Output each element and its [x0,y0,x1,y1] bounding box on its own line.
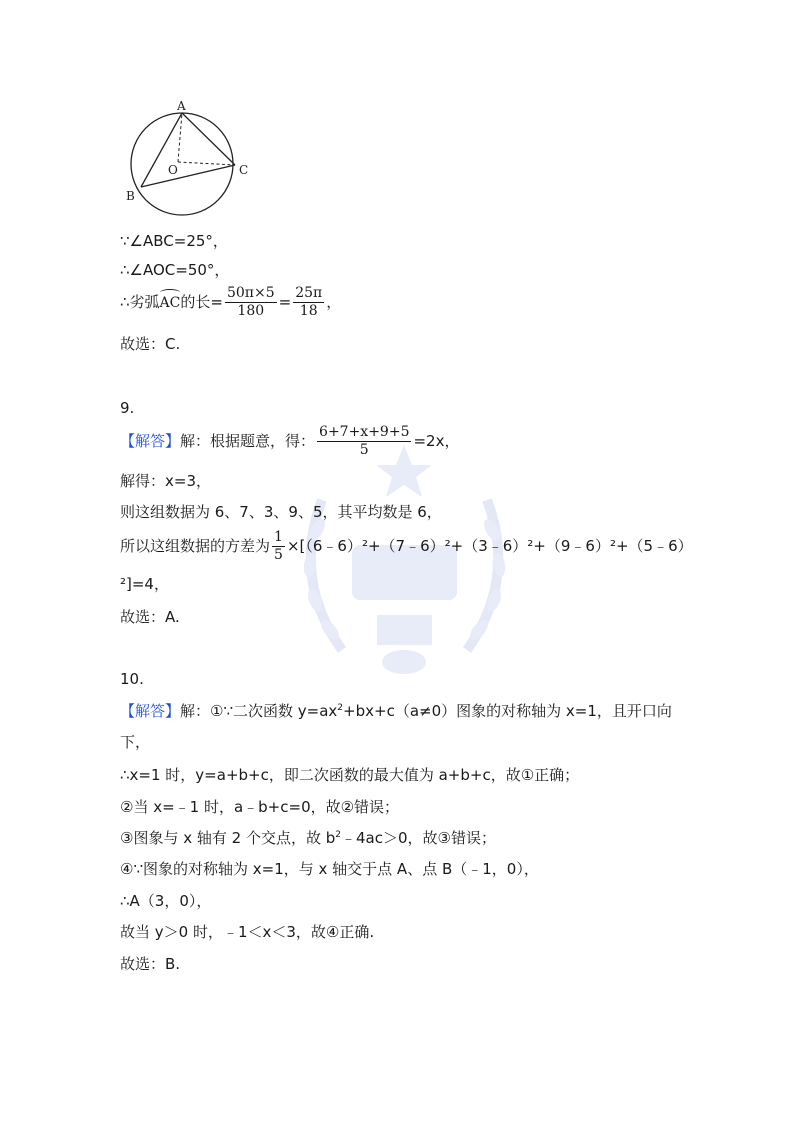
fraction-numerator: 50π×5 [226,285,275,301]
q8-arc-mid: 的长= [180,293,223,311]
superscript: 2 [335,830,341,840]
fraction-denominator: 5 [274,547,283,563]
q10-line-5 [120,827,496,849]
q9-variance-expr: ×[（6﹣6）²+（7﹣6）²+（3﹣6）²+（9﹣6）²+（5﹣6） [286,537,693,555]
q10-line-1b: +bx+c（a≠0）图象的对称轴为 x=1，且开口向 [343,702,672,720]
q9-intro: 解：根据题意，得： [180,432,316,450]
q8-line-1: ∵∠ABC=25°， [120,232,228,250]
q8-line-3 [120,285,341,320]
q10-line-1 [120,700,672,722]
fraction-one-fifth [272,529,285,564]
q8-line-end: ， [326,293,342,311]
arc-ac: AC [160,292,181,314]
q8-answer: 故选：C. [120,335,181,353]
q10-line-1a: 解：①∵二次函数 y=ax [180,702,338,720]
equals-sign: = [278,293,292,311]
q9-line-1 [120,424,459,459]
label-a: A [177,99,186,113]
circle-diagram [118,96,268,218]
q10-line-5b: ﹣4ac＞0，故③错误； [340,829,496,847]
q8-arc-prefix: ∴劣弧 [120,293,160,311]
label-o: O [168,163,178,177]
q9-variance-prefix: 所以这组数据的方差为 [120,537,271,555]
q8-line-2: ∴∠AOC=50°， [120,261,230,279]
fraction-numerator: 1 [274,529,283,545]
label-c: C [239,163,249,177]
q10-line-8: 故当 y＞0 时，﹣1＜x＜3，故④正确. [120,923,375,941]
fraction-numerator: 6+7+x+9+5 [319,424,410,440]
superscript: 2 [337,703,344,713]
label-b: B [126,189,135,203]
q10-line-3: ∴x=1 时，y=a+b+c，即二次函数的最大值为 a+b+c，故①正确； [120,766,580,784]
q10-number: 10. [120,670,144,688]
fraction-mean [317,424,411,459]
fraction-denominator: 18 [299,303,318,319]
q10-line-2: 下， [120,733,151,751]
q9-line-4 [120,529,693,564]
q10-answer: 故选：B. [120,955,181,973]
q10-line-5a: ③图象与 x 轴有 2 个交点，故 b [120,829,336,847]
q9-line-3: 则这组数据为 6、7、3、9、5，其平均数是 6， [120,503,442,521]
q9-line-2: 解得：x=3， [120,472,211,490]
segment-bc [141,165,235,187]
q10-line-7: ∴A（3，0）， [120,892,212,910]
q9-line-5: ²]=4， [120,575,169,593]
q9-eq-end: =2x， [413,432,460,450]
q9-number: 9. [120,399,135,417]
fraction-result [293,285,324,320]
answer-tag: 【解答】 [120,702,181,720]
fraction-arc-length [225,285,277,320]
fraction-numerator: 25π [295,285,323,301]
answer-tag: 【解答】 [120,432,181,450]
q10-line-6: ④∵图象的对称轴为 x=1，与 x 轴交于点 A、点 B（﹣1，0）， [120,860,539,878]
watermark-logo [282,440,527,695]
fraction-denominator: 5 [359,442,369,458]
fraction-denominator: 180 [237,303,265,319]
q10-line-4: ②当 x=﹣1 时，a﹣b+c=0，故②错误； [120,798,400,816]
segment-oc [178,162,235,165]
q9-answer: 故选：A. [120,608,180,626]
